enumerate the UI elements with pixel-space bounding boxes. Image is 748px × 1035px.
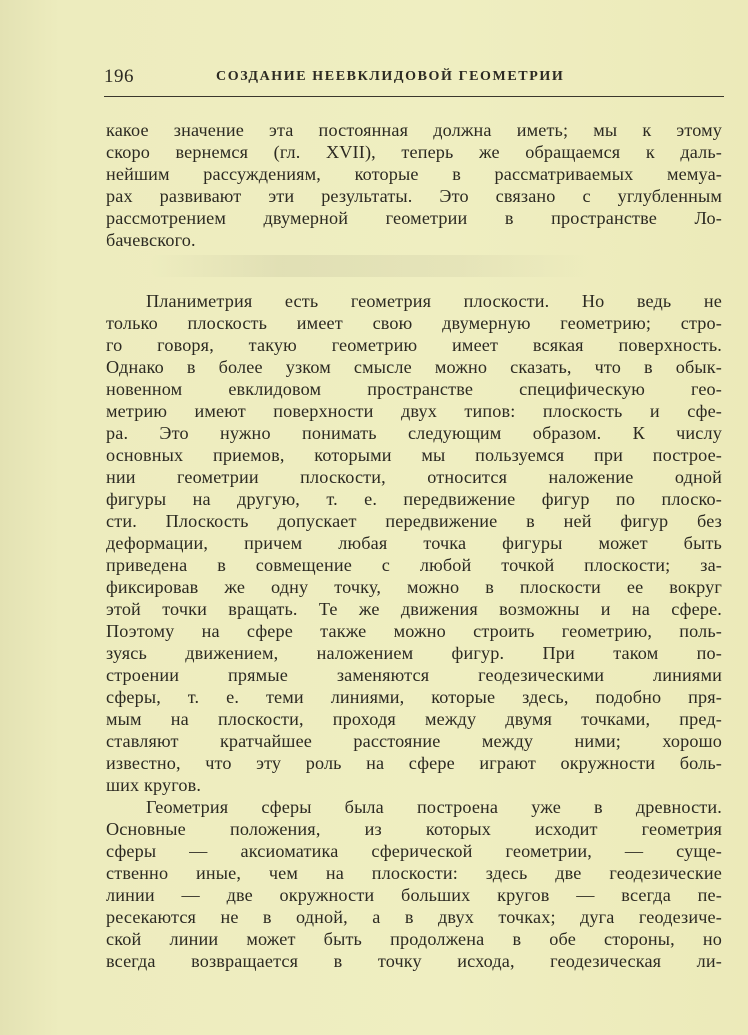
text-line: сти. Плоскость допускает передвижение в ней фигур без [106,511,722,531]
text-line: нии геометрии плоскости, относится наложение одной [106,467,722,487]
text-line: деформации, причем любая точка фигуры может быть [106,533,722,553]
text-line: Геометрия сферы была построена уже в древности. [146,797,722,817]
text-line: сферы, т. е. теми линиями, которые здесь, подобно пря- [106,687,722,707]
paragraph-continued [106,119,722,251]
text-line: этой точки вращать. Те же движения возможны и на сфере. [106,599,722,619]
text-line: Однако в более узком смысле можно сказать, что в обык- [106,357,722,377]
text-line: ресекаются не в одной, а в двух точках; дуга геодезиче- [106,907,722,927]
page-number: 196 [104,66,134,87]
text-line: Планиметрия есть геометрия плоскости. Но ведь не [146,291,722,311]
text-line: линии — две окружности больших кругов — всегда пе- [106,885,722,905]
text-line: новенном евклидовом пространстве специфическую гео- [106,379,722,399]
text-line: ставляют кратчайшее расстояние между ними; хорошо [106,731,722,751]
text-line: бачевского. [106,230,196,250]
text-line: ра. Это нужно понимать следующим образом. К числу [106,423,722,443]
text-line: известно, что эту роль на сфере играют окружности боль- [106,753,722,773]
paragraph-planimetry [106,290,722,972]
text-line: Поэтому на сфере также можно строить геометрию, поль- [106,621,722,641]
text-line: го говоря, такую геометрию имеет всякая поверхность. [106,335,722,355]
text-line: ственно иные, чем на плоскости: здесь две геодезические [106,863,722,883]
header-rule [104,96,724,97]
text-line: ской линии может быть продолжена в обе стороны, но [106,929,722,949]
running-title: СОЗДАНИЕ НЕЕВКЛИДОВОЙ ГЕОМЕТРИИ [216,69,565,84]
text-line: рах развивают эти результаты. Это связано с углубленным [106,186,722,206]
text-line: нейшим рассуждениям, которые в рассматриваемых мемуа- [106,164,722,184]
text-line: только плоскость имеет свою двумерную геометрию; стро- [106,313,722,333]
text-line: сферы — аксиоматика сферической геометрии, — суще- [106,841,722,861]
text-line: ших кругов. [106,775,202,795]
text-line: метрию имеют поверхности двух типов: плоскость и сфе- [106,401,722,421]
text-line: какое значение эта постоянная должна иметь; мы к этому [106,120,722,140]
text-line: Основные положения, из которых исходит геометрия [106,819,722,839]
text-line: всегда возвращается в точку исхода, геодезическая ли- [106,951,722,971]
text-line: приведена в совмещение с любой точкой плоскости; за- [106,555,722,575]
text-line: основных приемов, которыми мы пользуемся при построе- [106,445,722,465]
text-line: мым на плоскости, проходя между двумя точками, пред- [106,709,722,729]
text-line: фигуры на другую, т. е. передвижение фигур по плоско- [106,489,722,509]
text-line: строении прямые заменяются геодезическими линиями [106,665,722,685]
text-line: фиксировав же одну точку, можно в плоскости ее вокруг [106,577,722,597]
show-through-smudge [150,255,590,277]
page-header [104,64,724,90]
text-line: скоро вернемся (гл. XVII), теперь же обращаемся к даль- [106,142,722,162]
text-line: зуясь движением, наложением фигур. При таком по- [106,643,722,663]
text-line: рассмотрением двумерной геометрии в пространстве Ло- [106,208,722,228]
